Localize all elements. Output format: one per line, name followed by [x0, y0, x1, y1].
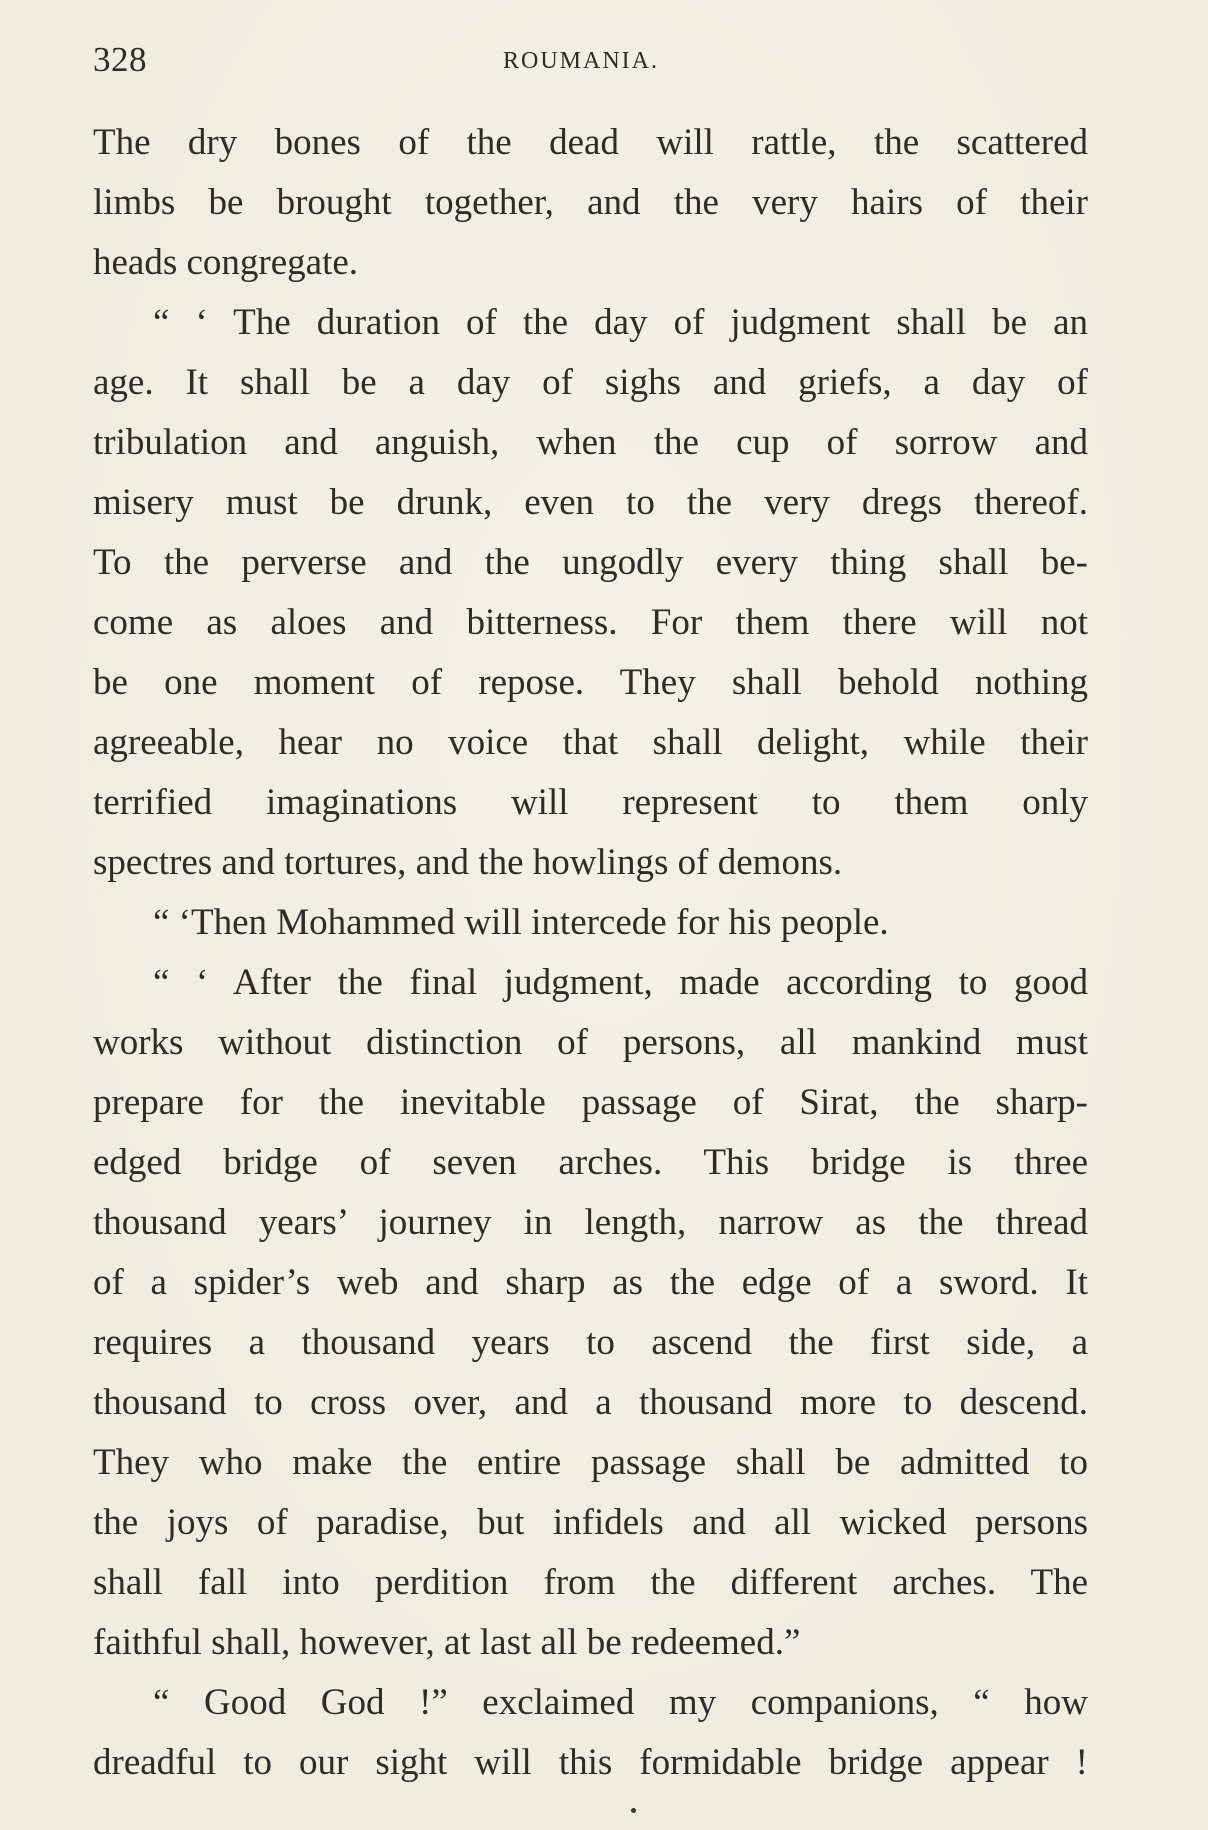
- text-line: misery must be drunk, even to the very dregs thereof.: [93, 482, 1088, 523]
- text-line: the joys of paradise, but infidels and all wicked persons: [93, 1502, 1088, 1543]
- text-line: shall fall into perdition from the different arches. The: [93, 1562, 1088, 1603]
- page-header: [93, 40, 1093, 84]
- text-line: To the perverse and the ungodly every thing shall be-: [93, 542, 1088, 583]
- text-line: spectres and tortures, and the howlings of demons.: [93, 842, 843, 883]
- text-line: works without distinction of persons, all mankind must: [93, 1022, 1088, 1063]
- text-line: edged bridge of seven arches. This bridge is three: [93, 1142, 1088, 1183]
- text-line: The dry bones of the dead will rattle, the scattered: [93, 122, 1088, 163]
- text-line: tribulation and anguish, when the cup of sorrow and: [93, 422, 1088, 463]
- text-line: heads congregate.: [93, 242, 359, 283]
- text-line: requires a thousand years to ascend the first side, a: [93, 1322, 1088, 1363]
- text-line: thousand years’ journey in length, narrow as the thread: [93, 1202, 1088, 1243]
- text-line: be one moment of repose. They shall behold nothing: [93, 662, 1088, 703]
- text-line: dreadful to our sight will this formidable bridge appear !: [93, 1742, 1088, 1783]
- text-line: “ ‘ The duration of the day of judgment shall be an: [153, 302, 1088, 343]
- text-line: terrified imaginations will represent to them only: [93, 782, 1088, 823]
- running-head: ROUMANIA.: [503, 48, 659, 74]
- text-line: limbs be brought together, and the very hairs of their: [93, 182, 1088, 223]
- text-line: age. It shall be a day of sighs and griefs, a day of: [93, 362, 1088, 403]
- text-line: come as aloes and bitterness. For them there will not: [93, 602, 1088, 643]
- text-line: agreeable, hear no voice that shall delight, while their: [93, 722, 1088, 763]
- printer-mark-dot: [631, 1808, 636, 1813]
- text-line: “ Good God !” exclaimed my companions, “ how: [153, 1682, 1088, 1723]
- text-line: “ ‘Then Mohammed will intercede for his people.: [153, 902, 889, 943]
- text-line: faithful shall, however, at last all be redeemed.”: [93, 1622, 801, 1663]
- text-line: They who make the entire passage shall be admitted to: [93, 1442, 1088, 1483]
- body-text: [93, 113, 1088, 1793]
- page-number: 328: [93, 40, 147, 79]
- text-line: prepare for the inevitable passage of Sirat, the sharp-: [93, 1082, 1088, 1123]
- text-line: “ ‘ After the final judgment, made according to good: [153, 962, 1088, 1003]
- text-line: of a spider’s web and sharp as the edge of a sword. It: [93, 1262, 1088, 1303]
- text-line: thousand to cross over, and a thousand more to descend.: [93, 1382, 1088, 1423]
